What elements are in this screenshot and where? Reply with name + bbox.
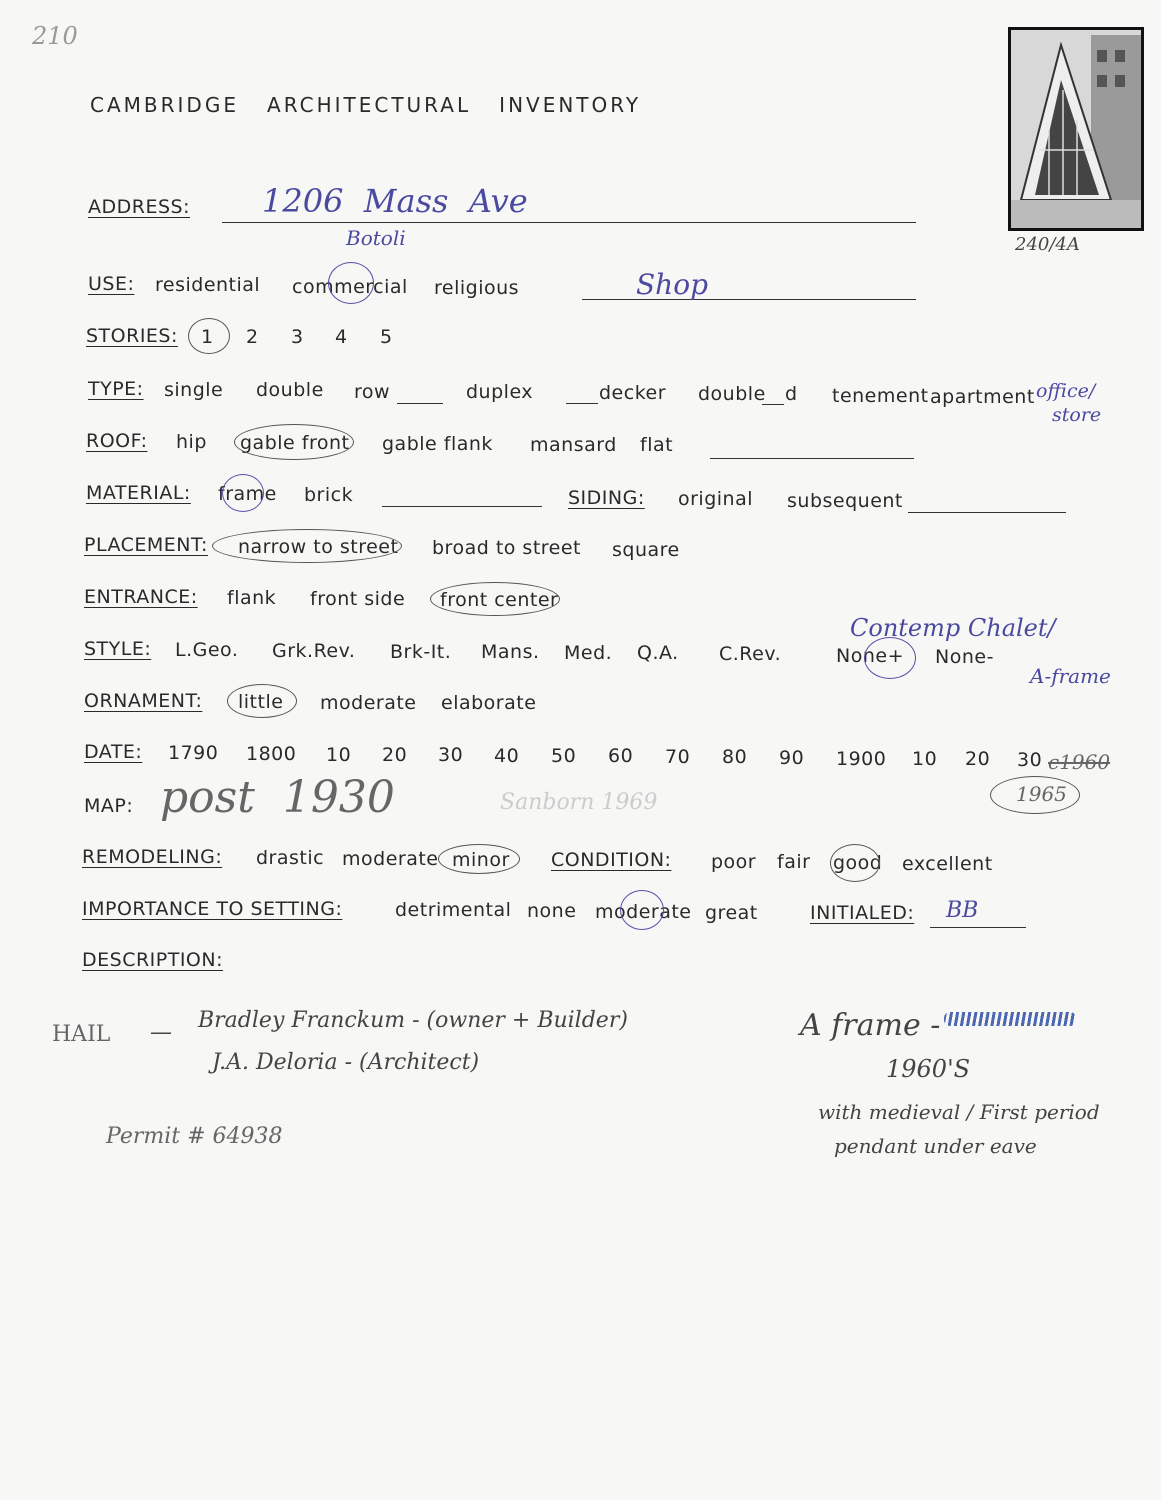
ornament-moderate: moderate — [320, 692, 417, 714]
description-owner-builder: Bradley Franckum - (owner + Builder) — [198, 1008, 628, 1033]
placement-narrow: narrow to street — [238, 536, 399, 558]
use-other-line — [582, 299, 916, 300]
description-label: DESCRIPTION: — [82, 949, 224, 971]
type-note-office: office/ — [1036, 380, 1096, 402]
placement-narrow-circle — [212, 529, 402, 563]
siding-other-line — [908, 512, 1066, 513]
map-value: post 1930 — [160, 772, 395, 823]
stories-2: 2 — [246, 326, 259, 348]
date-10: 10 — [326, 744, 352, 766]
address-note: Botoli — [346, 226, 406, 250]
remodeling-label: REMODELING: — [82, 846, 223, 868]
use-other-value: Shop — [636, 268, 708, 301]
importance-detrimental: detrimental — [395, 899, 512, 921]
date-1910: 10 — [912, 748, 938, 770]
style-none-plus-circle — [864, 637, 916, 679]
siding-label: SIDING: — [568, 487, 645, 509]
style-label: STYLE: — [84, 638, 152, 660]
date-80: 80 — [722, 746, 748, 768]
remodeling-moderate: moderate — [342, 848, 439, 870]
corner-number: 210 — [32, 22, 78, 50]
remodeling-minor-circle — [438, 844, 520, 874]
importance-great: great — [705, 902, 758, 924]
description-scribble — [944, 1012, 1076, 1026]
placement-broad: broad to street — [432, 537, 582, 559]
importance-moderate-circle — [620, 890, 664, 930]
stories-1-circle — [188, 318, 230, 354]
siding-subsequent: subsequent — [787, 490, 903, 512]
importance-label: IMPORTANCE TO SETTING: — [82, 898, 343, 920]
date-1800: 1800 — [246, 743, 297, 765]
address-value: 1206 Mass Ave — [262, 182, 528, 220]
description-permit: Permit # 64938 — [106, 1124, 283, 1149]
condition-label: CONDITION: — [551, 849, 672, 871]
type-row: row — [354, 381, 391, 403]
stories-5: 5 — [380, 326, 393, 348]
type-double: double — [256, 379, 324, 401]
condition-poor: poor — [711, 851, 757, 873]
style-med: Med. — [564, 642, 613, 664]
type-duplex: duplex — [466, 381, 534, 403]
type-tenement: tenement — [832, 385, 929, 407]
type-double-decker-blank — [762, 404, 784, 405]
stories-4: 4 — [335, 326, 348, 348]
description-dash: — — [150, 1020, 172, 1045]
style-none-plus: None+ — [836, 645, 904, 667]
type-decker: decker — [599, 382, 667, 404]
ornament-elaborate: elaborate — [441, 692, 537, 714]
stories-1: 1 — [201, 326, 214, 348]
entrance-front-center-circle — [430, 582, 560, 616]
type-decker-blank — [566, 403, 598, 404]
style-mans: Mans. — [481, 641, 540, 663]
address-label: ADDRESS: — [88, 196, 190, 218]
importance-none: none — [527, 900, 577, 922]
style-note-chalet: Contemp Chalet/ — [850, 614, 1056, 642]
description-architect: J.A. Deloria - (Architect) — [212, 1050, 480, 1075]
description-1960s: 1960'S — [886, 1055, 971, 1083]
entrance-front-side: front side — [310, 588, 406, 610]
description-hail: HAIL — [52, 1022, 111, 1047]
style-grkrev: Grk.Rev. — [272, 640, 356, 662]
condition-good-circle — [830, 844, 883, 882]
date-60: 60 — [608, 745, 634, 767]
type-double-decker-suffix: d — [785, 383, 798, 405]
siding-original: original — [678, 488, 754, 510]
use-commercial-circle — [328, 262, 374, 304]
remodeling-drastic: drastic — [256, 847, 325, 869]
date-1790: 1790 — [168, 742, 219, 764]
date-1900: 1900 — [836, 748, 887, 770]
remodeling-minor: minor — [452, 849, 510, 871]
date-circled-oval — [990, 776, 1080, 814]
type-apartment: apartment — [930, 386, 1035, 408]
roof-other-line — [710, 458, 914, 459]
roof-gable-flank: gable flank — [382, 433, 493, 455]
ornament-little-circle — [227, 684, 297, 718]
map-label: MAP: — [84, 795, 134, 817]
use-commercial: commercial — [292, 276, 408, 298]
material-frame: frame — [218, 483, 277, 505]
address-line — [222, 222, 916, 223]
map-faint-note: Sanborn 1969 — [500, 790, 658, 815]
initialed-value: BB — [946, 898, 979, 923]
use-religious: religious — [434, 277, 520, 299]
roof-flat: flat — [640, 434, 674, 456]
date-50: 50 — [551, 745, 577, 767]
type-label: TYPE: — [88, 378, 144, 400]
stories-3: 3 — [291, 326, 304, 348]
type-double-decker: double — [698, 383, 766, 405]
material-other-line — [382, 506, 542, 507]
date-1930: 30 — [1017, 749, 1043, 771]
building-photo — [1008, 27, 1144, 231]
date-40: 40 — [494, 745, 520, 767]
date-1920: 20 — [965, 748, 991, 770]
placement-label: PLACEMENT: — [84, 534, 208, 556]
roof-gable-front-circle — [234, 424, 354, 460]
form-title: CAMBRIDGE ARCHITECTURAL INVENTORY — [90, 93, 642, 117]
material-label: MATERIAL: — [86, 482, 191, 504]
style-crev: C.Rev. — [719, 643, 782, 665]
importance-moderate: moderate — [595, 901, 692, 923]
roof-label: ROOF: — [86, 430, 148, 452]
ornament-little: little — [238, 691, 284, 713]
placement-square: square — [612, 539, 680, 561]
roof-mansard: mansard — [530, 434, 617, 456]
entrance-label: ENTRANCE: — [84, 586, 198, 608]
initialed-line — [930, 927, 1026, 928]
description-aframe: A frame - — [800, 1008, 941, 1043]
type-row-blank — [397, 403, 443, 404]
type-single: single — [164, 379, 224, 401]
date-label: DATE: — [84, 741, 143, 763]
stories-label: STORIES: — [86, 325, 178, 347]
ornament-label: ORNAMENT: — [84, 690, 203, 712]
date-30: 30 — [438, 744, 464, 766]
description-medieval: with medieval / First period — [818, 1100, 1100, 1124]
style-qa: Q.A. — [637, 642, 679, 664]
roof-hip: hip — [176, 431, 207, 453]
condition-excellent: excellent — [902, 853, 993, 875]
type-note-store: store — [1052, 404, 1102, 426]
material-frame-circle — [222, 474, 264, 512]
description-pendant: pendant under eave — [834, 1134, 1037, 1158]
date-90: 90 — [779, 747, 805, 769]
date-struck: c1960 — [1048, 750, 1111, 774]
date-70: 70 — [665, 746, 691, 768]
initialed-label: INITIALED: — [810, 902, 915, 924]
style-brkit: Brk-It. — [390, 641, 452, 663]
photo-reference: 240/4A — [1015, 234, 1080, 255]
date-circled: 1965 — [1016, 782, 1067, 806]
style-none-minus: None- — [935, 646, 994, 668]
date-20: 20 — [382, 744, 408, 766]
a-frame-building-icon — [1011, 30, 1141, 228]
use-label: USE: — [88, 273, 135, 295]
style-note-aframe: A-frame — [1030, 664, 1111, 688]
style-lgeo: L.Geo. — [175, 639, 239, 661]
condition-good: good — [833, 852, 883, 874]
use-residential: residential — [155, 274, 261, 296]
material-brick: brick — [304, 484, 354, 506]
entrance-front-center: front center — [440, 589, 559, 611]
entrance-flank: flank — [227, 587, 277, 609]
roof-gable-front: gable front — [240, 432, 350, 454]
condition-fair: fair — [777, 851, 811, 873]
